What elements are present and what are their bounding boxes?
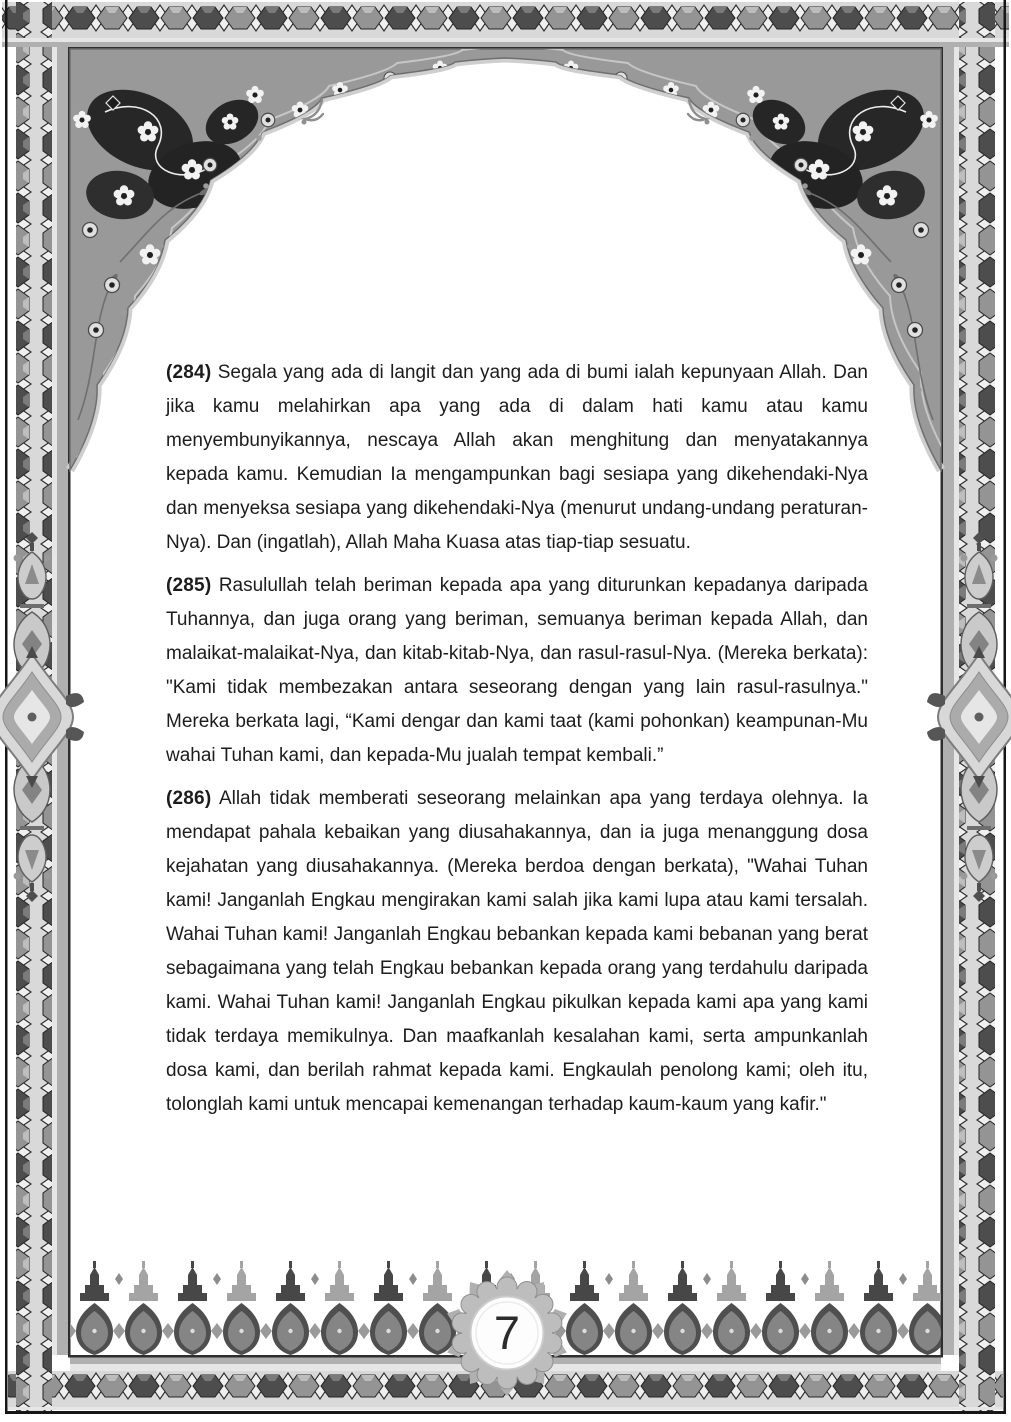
verse-text-block [166,356,868,1131]
side-medallion-right [927,532,1011,902]
page-number: 7 [493,1306,521,1359]
side-medallion-left [0,532,84,902]
verse-284-body: Segala yang ada di langit dan yang ada di bumi ialah kepunyaan Allah. Dan jika kamu melahirkan apa yang ada di dalam hati kamu atau kamu menyembunyikannya, nescaya Allah akan menghitung dan menyatakannya kepada kamu. Kemudian Ia mengampunkan bagi sesiapa yang dikehendaki-Nya dan menyeksa sesiapa yang dikehendaki-Nya (menurut undang-undang peraturan-Nya). Dan (ingatlah), Allah Maha Kuasa atas tiap-tiap sesuatu. [166,362,869,553]
verse-285-number: (285) [166,575,212,596]
verse-284-number: (284) [166,362,212,383]
verse-286-number: (286) [166,788,212,809]
verse-286 [166,782,868,1122]
verse-286-body: Allah tidak memberati seseorang melainkan apa yang terdaya olehnya. Ia mendapat pahala kebaikan yang diusahakannya, dan ia juga menanggung dosa kejahatan yang diusahakannya. (Mereka berdoa dengan berkata), "Wahai Tuhan kami! Janganlah Engkau mengirakan kami salah jika kami lupa atau kami tersalah. Wahai Tuhan kami! Janganlah Engkau bebankan kepada kami bebanan yang berat sebagaimana yang telah Engkau bebankan kepada orang yang terdahulu daripada kami. Wahai Tuhan kami! Janganlah Engkau pikulkan kepada kami apa yang kami tidak terdaya memikulnya. Dan maafkanlah kesalahan kami, serta ampunkanlah dosa kami, dan berilah rahmat kepada kami. Engkaulah penolong kami; oleh itu, tolonglah kami untuk mencapai kemenangan terhadap kaum-kaum yang kafir." [166,788,868,1115]
verse-285 [166,569,868,773]
verse-284 [166,356,868,560]
verse-285-body: Rasulullah telah beriman kepada apa yang diturunkan kepadanya daripada Tuhannya, dan juga orang yang beriman, semuanya beriman kepada Allah, dan malaikat-malaikat-Nya, dan kitab-kitab-Nya, dan rasul-rasul-Nya. (Mereka berkata): "Kami tidak membezakan antara seseorang dengan yang lain rasul-rasulnya." Mereka berkata lagi, “Kami dengar dan kami taat (kami pohonkan) keampunan-Mu wahai Tuhan kami, dan kepada-Mu jualah tempat kembali.” [166,575,868,766]
